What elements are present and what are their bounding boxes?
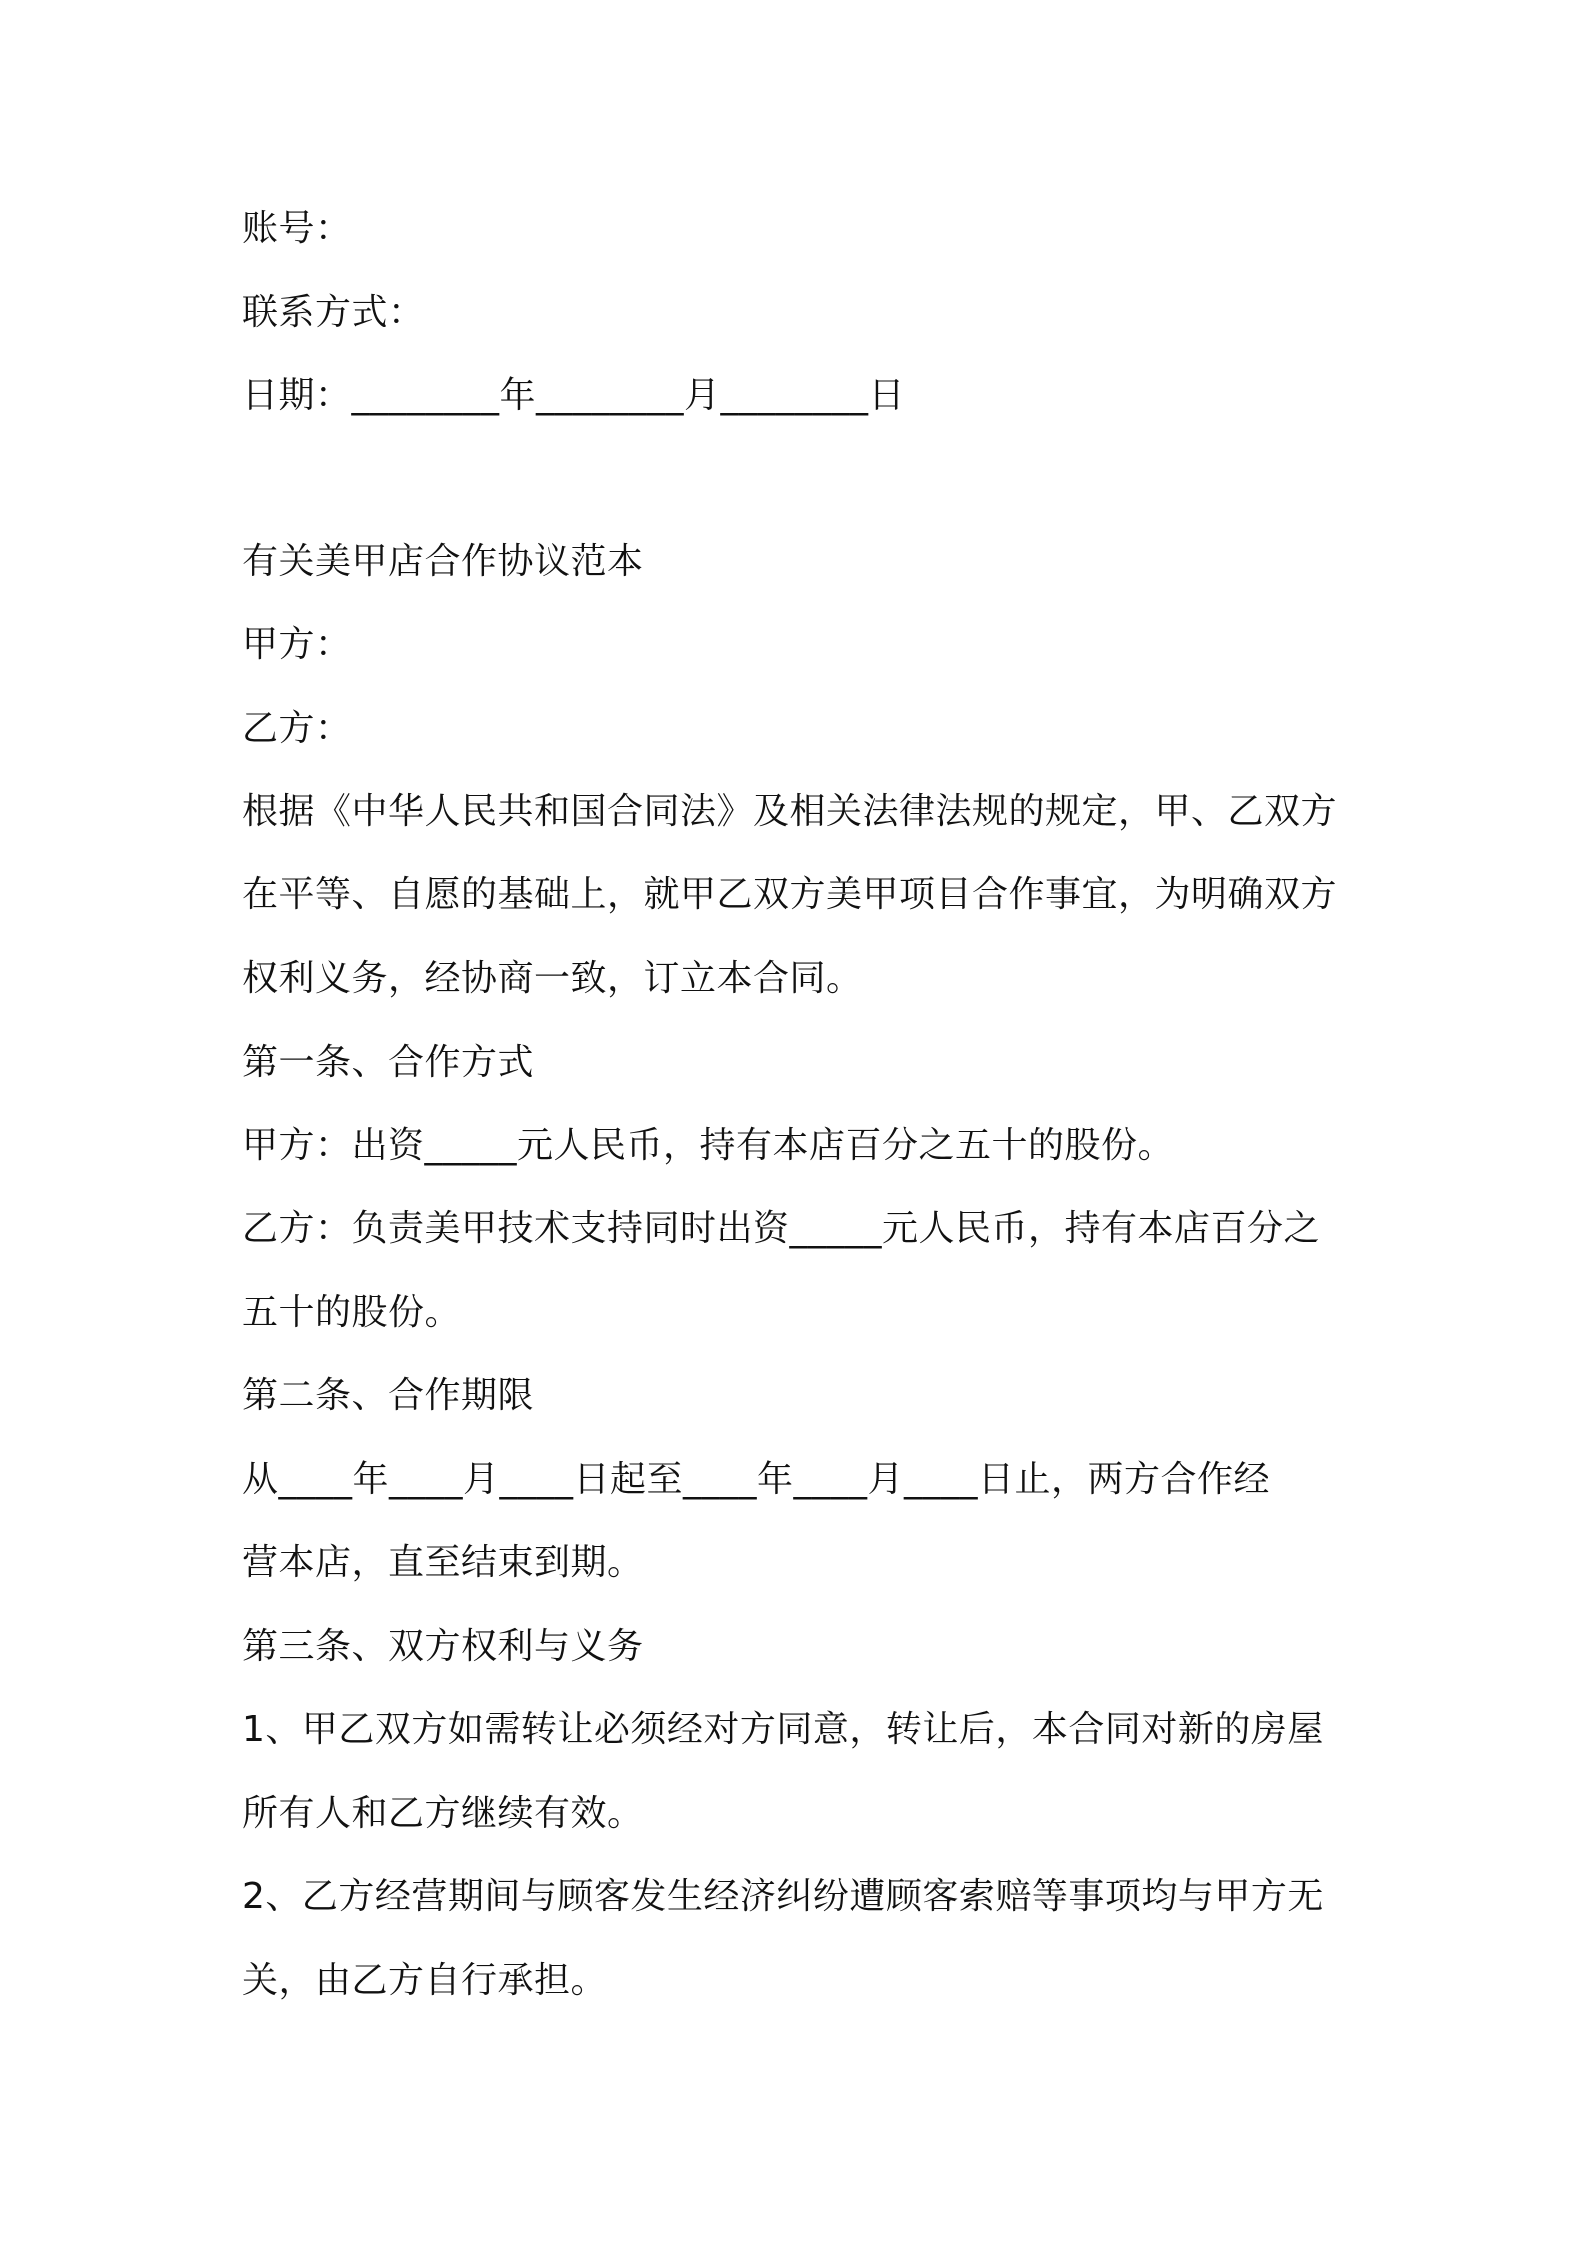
article-2-line-2: 营本店，直至结束到期。 [242, 1542, 644, 1583]
article-3-item-2-line-1: 2、乙方经营期间与顾客发生经济纠纷遭顾客索赔等事项均与甲方无 [242, 1876, 1324, 1917]
article-1-party-b-line-1: 乙方：负责美甲技术支持同时出资_____元人民币，持有本店百分之 [242, 1208, 1321, 1249]
article-1-party-a: 甲方：出资_____元人民币，持有本店百分之五十的股份。 [242, 1125, 1175, 1166]
preamble-line-1: 根据《中华人民共和国合同法》及相关法律法规的规定，甲、乙双方 [242, 791, 1338, 832]
preamble-line-3: 权利义务，经协商一致，订立本合同。 [242, 958, 863, 999]
contact-line: 联系方式： [242, 292, 425, 333]
article-3-item-1-line-2: 所有人和乙方继续有效。 [242, 1793, 644, 1834]
party-a-line: 甲方： [242, 624, 352, 665]
article-2-line-1: 从____年____月____日起至____年____月____日止，两方合作经 [242, 1459, 1271, 1500]
article-3-item-2-line-2: 关，由乙方自行承担。 [242, 1960, 608, 2001]
article-3-item-1-line-1: 1、甲乙双方如需转让必须经对方同意，转让后，本合同对新的房屋 [242, 1709, 1324, 1750]
party-b-line: 乙方： [242, 708, 352, 749]
document-title: 有关美甲店合作协议范本 [242, 541, 644, 582]
account-line: 账号： [242, 208, 352, 249]
preamble-line-2: 在平等、自愿的基础上，就甲乙双方美甲项目合作事宜，为明确双方 [242, 874, 1338, 915]
date-line: 日期：________年________月________日 [242, 375, 906, 416]
article-2-heading: 第二条、合作期限 [242, 1375, 535, 1416]
article-1-party-b-line-2: 五十的股份。 [242, 1292, 462, 1333]
article-1-heading: 第一条、合作方式 [242, 1042, 535, 1083]
article-3-heading: 第三条、双方权利与义务 [242, 1626, 644, 1667]
